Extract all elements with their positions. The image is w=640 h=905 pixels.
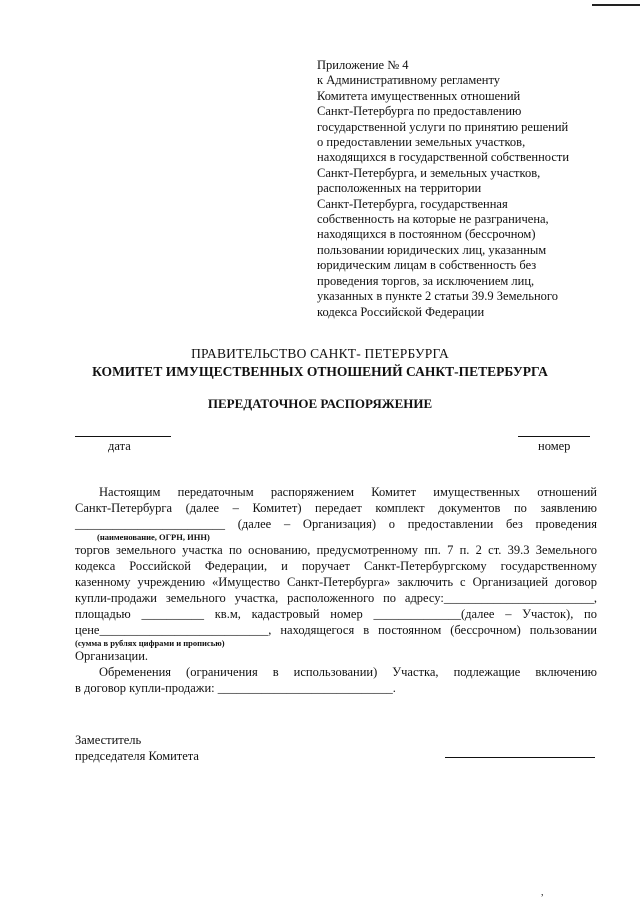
appendix-line: Санкт-Петербурга по предоставлению (317, 104, 522, 119)
appendix-line: Приложение № 4 (317, 58, 409, 72)
appendix-line: пользовании юридических лиц, указанным (317, 242, 547, 257)
appendix-line: кодекса Российской Федерации (317, 304, 485, 319)
appendix-line: Комитета имущественных отношений (317, 88, 521, 103)
body-line: Настоящим передаточным распоряжением Комитет имущественных отношений (99, 485, 597, 499)
body-line: цене___________________________, находящегося в постоянном (бессрочном) пользовании (75, 623, 597, 637)
page-mark: , (541, 887, 544, 898)
appendix-line: о предоставлении земельных участков, (317, 135, 526, 150)
appendix-line: Санкт-Петербурга, и земельных участков, (317, 165, 541, 180)
appendix-line: собственность на которые не разграничена, (317, 212, 549, 227)
body-line: Санкт-Петербурга (далее – Комитет) передает комплект документов по заявлению (75, 501, 597, 515)
body-line: казенному учреждению «Имущество Санкт-Петербурга» заключить с Организацией договор (75, 575, 597, 589)
signature-line (445, 757, 595, 758)
appendix-line: находящихся в постоянном (бессрочном) (317, 227, 536, 242)
body-line: в договор купли-продажи: ____________________________. (75, 681, 396, 695)
appendix-note (317, 58, 607, 320)
appendix-line: проведения торгов, за исключением лиц, (317, 273, 535, 288)
body-line: ________________________ (далее – Организация) о предоставлении без проведения (75, 517, 597, 531)
appendix-line: указанных в пункте 2 статьи 39.9 Земельного (317, 289, 558, 304)
committee-heading: КОМИТЕТ ИМУЩЕСТВЕННЫХ ОТНОШЕНИЙ САНКТ-ПЕТЕРБУРГА (92, 364, 548, 379)
body-line: купли-продажи земельного участка, расположенного по адресу:________________________, (75, 591, 597, 605)
document-title: ПЕРЕДАТОЧНОЕ РАСПОРЯЖЕНИЕ (207, 396, 433, 411)
corner-scan-mark (592, 4, 640, 6)
organization-field-caption: (наименование, ОГРН, ИНН) (97, 532, 210, 542)
government-heading: ПРАВИТЕЛЬСТВО САНКТ- ПЕТЕРБУРГА (191, 346, 449, 361)
appendix-line: Санкт-Петербурга, государственная (317, 196, 508, 211)
signatory-title-line1: Заместитель (75, 733, 142, 747)
appendix-line: к Административному регламенту (317, 73, 501, 88)
date-label: дата (108, 439, 131, 453)
appendix-line: юридическим лицам в собственность без (317, 258, 537, 273)
date-field-line (75, 436, 171, 437)
price-field-caption: (сумма в рублях цифрами и прописью) (75, 638, 225, 648)
appendix-line: находящихся в государственной собственности (317, 150, 570, 165)
signatory-block (75, 732, 199, 764)
appendix-line: расположенных на территории (317, 181, 482, 196)
body-line: Обременения (ограничения в использовании) Участка, подлежащие включению (99, 665, 597, 679)
body-line: Организации. (75, 649, 149, 663)
appendix-line: государственной услуги по принятию решений (317, 119, 569, 134)
body-line: кодекса Российской Федерации, и поручает Санкт-Петербургскому государственному (75, 559, 597, 573)
body-line: площадью __________ кв.м, кадастровый номер ______________(далее – Участок), по (75, 607, 597, 621)
number-field-line (518, 436, 590, 437)
body-line: торгов земельного участка по основанию, предусмотренному пп. 7 п. 2 ст. 39.3 Земельного (75, 543, 597, 557)
signatory-title-line2: председателя Комитета (75, 749, 199, 763)
order-body (75, 484, 597, 696)
number-label: номер (538, 439, 571, 453)
